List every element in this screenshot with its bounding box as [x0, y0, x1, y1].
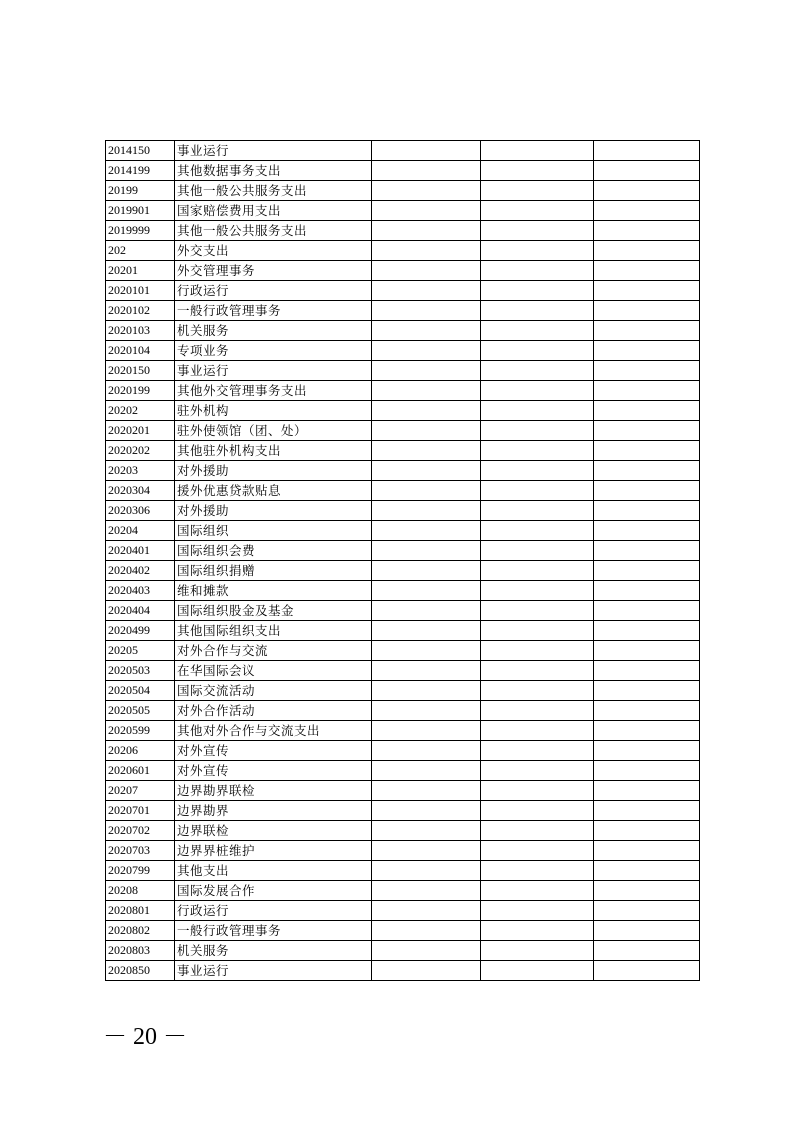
table-row — [106, 761, 700, 781]
subject-code-cell: 2020701 — [106, 801, 175, 821]
table-row — [106, 941, 700, 961]
subject-code-cell: 2020403 — [106, 581, 175, 601]
subject-name-cell: 机关服务 — [175, 321, 372, 341]
subject-code-cell: 2014199 — [106, 161, 175, 181]
amount-cell-3 — [594, 341, 700, 361]
amount-cell-3 — [594, 901, 700, 921]
subject-code-cell: 2020402 — [106, 561, 175, 581]
subject-code-cell: 2019901 — [106, 201, 175, 221]
table-row — [106, 241, 700, 261]
amount-cell-1 — [372, 861, 481, 881]
subject-name-cell: 国际组织 — [175, 521, 372, 541]
amount-cell-2 — [481, 761, 594, 781]
amount-cell-3 — [594, 661, 700, 681]
amount-cell-3 — [594, 721, 700, 741]
table-row — [106, 881, 700, 901]
amount-cell-1 — [372, 181, 481, 201]
subject-name-cell: 对外援助 — [175, 501, 372, 521]
amount-cell-1 — [372, 481, 481, 501]
amount-cell-1 — [372, 901, 481, 921]
page-number: － 20 － — [103, 1024, 187, 1050]
amount-cell-2 — [481, 581, 594, 601]
amount-cell-3 — [594, 881, 700, 901]
amount-cell-3 — [594, 401, 700, 421]
table-row — [106, 341, 700, 361]
subject-name-cell: 国际发展合作 — [175, 881, 372, 901]
subject-code-cell: 2020503 — [106, 661, 175, 681]
subject-code-cell: 20201 — [106, 261, 175, 281]
table-row — [106, 701, 700, 721]
table-row — [106, 441, 700, 461]
amount-cell-1 — [372, 761, 481, 781]
amount-cell-2 — [481, 361, 594, 381]
amount-cell-3 — [594, 261, 700, 281]
amount-cell-1 — [372, 681, 481, 701]
table-row — [106, 961, 700, 981]
subject-name-cell: 事业运行 — [175, 361, 372, 381]
amount-cell-3 — [594, 281, 700, 301]
subject-code-cell: 2020802 — [106, 921, 175, 941]
subject-code-cell: 2020799 — [106, 861, 175, 881]
amount-cell-1 — [372, 781, 481, 801]
amount-cell-2 — [481, 781, 594, 801]
amount-cell-2 — [481, 261, 594, 281]
table-row — [106, 641, 700, 661]
amount-cell-1 — [372, 621, 481, 641]
amount-cell-3 — [594, 241, 700, 261]
table-row — [106, 421, 700, 441]
amount-cell-1 — [372, 161, 481, 181]
subject-name-cell: 国际交流活动 — [175, 681, 372, 701]
subject-name-cell: 边界界桩维护 — [175, 841, 372, 861]
subject-code-cell: 2020304 — [106, 481, 175, 501]
subject-code-cell: 2014150 — [106, 141, 175, 161]
amount-cell-2 — [481, 421, 594, 441]
amount-cell-3 — [594, 421, 700, 441]
amount-cell-3 — [594, 521, 700, 541]
subject-code-cell: 2020401 — [106, 541, 175, 561]
amount-cell-2 — [481, 481, 594, 501]
table-row — [106, 181, 700, 201]
amount-cell-1 — [372, 401, 481, 421]
subject-name-cell: 驻外使领馆（团、处） — [175, 421, 372, 441]
table-row — [106, 261, 700, 281]
amount-cell-3 — [594, 581, 700, 601]
amount-cell-3 — [594, 301, 700, 321]
table-row — [106, 821, 700, 841]
table-row — [106, 361, 700, 381]
table-row — [106, 921, 700, 941]
amount-cell-1 — [372, 721, 481, 741]
subject-name-cell: 其他驻外机构支出 — [175, 441, 372, 461]
subject-code-cell: 2020702 — [106, 821, 175, 841]
subject-name-cell: 行政运行 — [175, 281, 372, 301]
amount-cell-1 — [372, 921, 481, 941]
amount-cell-1 — [372, 461, 481, 481]
subject-name-cell: 边界联检 — [175, 821, 372, 841]
amount-cell-3 — [594, 801, 700, 821]
amount-cell-1 — [372, 661, 481, 681]
subject-code-cell: 2020601 — [106, 761, 175, 781]
subject-name-cell: 专项业务 — [175, 341, 372, 361]
amount-cell-2 — [481, 921, 594, 941]
table-row — [106, 741, 700, 761]
subject-name-cell: 其他一般公共服务支出 — [175, 221, 372, 241]
amount-cell-3 — [594, 641, 700, 661]
budget-table — [105, 140, 700, 981]
amount-cell-2 — [481, 161, 594, 181]
amount-cell-3 — [594, 221, 700, 241]
table-row — [106, 301, 700, 321]
subject-name-cell: 国际组织股金及基金 — [175, 601, 372, 621]
amount-cell-1 — [372, 141, 481, 161]
amount-cell-2 — [481, 141, 594, 161]
amount-cell-2 — [481, 381, 594, 401]
amount-cell-2 — [481, 861, 594, 881]
amount-cell-1 — [372, 741, 481, 761]
amount-cell-2 — [481, 841, 594, 861]
subject-name-cell: 对外宣传 — [175, 741, 372, 761]
subject-code-cell: 20199 — [106, 181, 175, 201]
subject-name-cell: 外交支出 — [175, 241, 372, 261]
amount-cell-3 — [594, 941, 700, 961]
table-row — [106, 801, 700, 821]
amount-cell-2 — [481, 621, 594, 641]
subject-code-cell: 2020150 — [106, 361, 175, 381]
amount-cell-1 — [372, 521, 481, 541]
subject-code-cell: 20203 — [106, 461, 175, 481]
amount-cell-2 — [481, 221, 594, 241]
amount-cell-2 — [481, 801, 594, 821]
subject-name-cell: 对外宣传 — [175, 761, 372, 781]
subject-name-cell: 其他支出 — [175, 861, 372, 881]
amount-cell-2 — [481, 301, 594, 321]
amount-cell-3 — [594, 181, 700, 201]
table-row — [106, 601, 700, 621]
table-row — [106, 221, 700, 241]
amount-cell-3 — [594, 741, 700, 761]
table-row — [106, 321, 700, 341]
table-row — [106, 781, 700, 801]
amount-cell-2 — [481, 741, 594, 761]
amount-cell-1 — [372, 261, 481, 281]
subject-name-cell: 其他国际组织支出 — [175, 621, 372, 641]
subject-name-cell: 事业运行 — [175, 961, 372, 981]
subject-name-cell: 其他一般公共服务支出 — [175, 181, 372, 201]
subject-code-cell: 20208 — [106, 881, 175, 901]
table-row — [106, 901, 700, 921]
subject-name-cell: 事业运行 — [175, 141, 372, 161]
subject-code-cell: 2020499 — [106, 621, 175, 641]
amount-cell-3 — [594, 561, 700, 581]
table-row — [106, 661, 700, 681]
amount-cell-1 — [372, 581, 481, 601]
amount-cell-3 — [594, 381, 700, 401]
subject-code-cell: 20206 — [106, 741, 175, 761]
amount-cell-3 — [594, 861, 700, 881]
table-row — [106, 281, 700, 301]
amount-cell-1 — [372, 421, 481, 441]
amount-cell-2 — [481, 561, 594, 581]
subject-name-cell: 国际组织捐赠 — [175, 561, 372, 581]
amount-cell-2 — [481, 961, 594, 981]
amount-cell-1 — [372, 301, 481, 321]
subject-name-cell: 行政运行 — [175, 901, 372, 921]
subject-code-cell: 2020201 — [106, 421, 175, 441]
amount-cell-2 — [481, 241, 594, 261]
subject-code-cell: 2019999 — [106, 221, 175, 241]
subject-code-cell: 2020199 — [106, 381, 175, 401]
table-row — [106, 201, 700, 221]
amount-cell-3 — [594, 841, 700, 861]
subject-code-cell: 2020101 — [106, 281, 175, 301]
table-body — [106, 141, 700, 981]
table-row — [106, 861, 700, 881]
subject-name-cell: 外交管理事务 — [175, 261, 372, 281]
subject-code-cell: 2020202 — [106, 441, 175, 461]
amount-cell-3 — [594, 161, 700, 181]
amount-cell-2 — [481, 201, 594, 221]
subject-name-cell: 在华国际会议 — [175, 661, 372, 681]
amount-cell-2 — [481, 681, 594, 701]
table-row — [106, 141, 700, 161]
subject-name-cell: 国际组织会费 — [175, 541, 372, 561]
amount-cell-2 — [481, 821, 594, 841]
table-row — [106, 481, 700, 501]
table-row — [106, 401, 700, 421]
amount-cell-2 — [481, 941, 594, 961]
amount-cell-3 — [594, 781, 700, 801]
subject-name-cell: 其他对外合作与交流支出 — [175, 721, 372, 741]
subject-name-cell: 一般行政管理事务 — [175, 921, 372, 941]
table-row — [106, 621, 700, 641]
amount-cell-1 — [372, 841, 481, 861]
amount-cell-2 — [481, 321, 594, 341]
table-row — [106, 461, 700, 481]
amount-cell-1 — [372, 441, 481, 461]
subject-name-cell: 一般行政管理事务 — [175, 301, 372, 321]
amount-cell-2 — [481, 461, 594, 481]
amount-cell-1 — [372, 601, 481, 621]
amount-cell-3 — [594, 461, 700, 481]
amount-cell-3 — [594, 681, 700, 701]
amount-cell-1 — [372, 241, 481, 261]
amount-cell-1 — [372, 821, 481, 841]
amount-cell-1 — [372, 321, 481, 341]
amount-cell-3 — [594, 481, 700, 501]
subject-code-cell: 202 — [106, 241, 175, 261]
amount-cell-3 — [594, 701, 700, 721]
table-row — [106, 501, 700, 521]
amount-cell-2 — [481, 901, 594, 921]
subject-code-cell: 2020703 — [106, 841, 175, 861]
amount-cell-2 — [481, 521, 594, 541]
subject-code-cell: 2020306 — [106, 501, 175, 521]
amount-cell-3 — [594, 201, 700, 221]
amount-cell-3 — [594, 761, 700, 781]
amount-cell-3 — [594, 361, 700, 381]
amount-cell-2 — [481, 721, 594, 741]
amount-cell-2 — [481, 541, 594, 561]
amount-cell-1 — [372, 541, 481, 561]
subject-name-cell: 边界勘界联检 — [175, 781, 372, 801]
amount-cell-1 — [372, 641, 481, 661]
amount-cell-1 — [372, 221, 481, 241]
table-row — [106, 841, 700, 861]
amount-cell-3 — [594, 921, 700, 941]
subject-name-cell: 其他外交管理事务支出 — [175, 381, 372, 401]
amount-cell-3 — [594, 441, 700, 461]
amount-cell-2 — [481, 341, 594, 361]
amount-cell-1 — [372, 361, 481, 381]
table-row — [106, 721, 700, 741]
amount-cell-2 — [481, 501, 594, 521]
amount-cell-3 — [594, 141, 700, 161]
amount-cell-1 — [372, 701, 481, 721]
amount-cell-1 — [372, 961, 481, 981]
subject-code-cell: 2020504 — [106, 681, 175, 701]
subject-name-cell: 维和摊款 — [175, 581, 372, 601]
amount-cell-1 — [372, 341, 481, 361]
amount-cell-2 — [481, 601, 594, 621]
amount-cell-1 — [372, 561, 481, 581]
amount-cell-3 — [594, 321, 700, 341]
table-row — [106, 381, 700, 401]
amount-cell-1 — [372, 881, 481, 901]
subject-name-cell: 国家赔偿费用支出 — [175, 201, 372, 221]
amount-cell-1 — [372, 801, 481, 821]
subject-name-cell: 对外援助 — [175, 461, 372, 481]
amount-cell-2 — [481, 281, 594, 301]
subject-code-cell: 20202 — [106, 401, 175, 421]
subject-name-cell: 机关服务 — [175, 941, 372, 961]
amount-cell-2 — [481, 441, 594, 461]
subject-name-cell: 对外合作与交流 — [175, 641, 372, 661]
amount-cell-3 — [594, 621, 700, 641]
subject-code-cell: 2020103 — [106, 321, 175, 341]
subject-code-cell: 20207 — [106, 781, 175, 801]
amount-cell-3 — [594, 601, 700, 621]
subject-code-cell: 20205 — [106, 641, 175, 661]
subject-name-cell: 援外优惠贷款贴息 — [175, 481, 372, 501]
table-row — [106, 681, 700, 701]
amount-cell-3 — [594, 821, 700, 841]
table-row — [106, 521, 700, 541]
subject-code-cell: 2020599 — [106, 721, 175, 741]
amount-cell-2 — [481, 641, 594, 661]
amount-cell-1 — [372, 201, 481, 221]
amount-cell-2 — [481, 661, 594, 681]
subject-name-cell: 其他数据事务支出 — [175, 161, 372, 181]
subject-code-cell: 20204 — [106, 521, 175, 541]
amount-cell-3 — [594, 961, 700, 981]
table-row — [106, 561, 700, 581]
subject-name-cell: 对外合作活动 — [175, 701, 372, 721]
subject-code-cell: 2020801 — [106, 901, 175, 921]
subject-code-cell: 2020850 — [106, 961, 175, 981]
table-row — [106, 581, 700, 601]
subject-code-cell: 2020102 — [106, 301, 175, 321]
subject-code-cell: 2020104 — [106, 341, 175, 361]
amount-cell-2 — [481, 401, 594, 421]
amount-cell-3 — [594, 541, 700, 561]
amount-cell-1 — [372, 941, 481, 961]
subject-name-cell: 驻外机构 — [175, 401, 372, 421]
subject-name-cell: 边界勘界 — [175, 801, 372, 821]
amount-cell-1 — [372, 381, 481, 401]
amount-cell-2 — [481, 701, 594, 721]
amount-cell-1 — [372, 281, 481, 301]
subject-code-cell: 2020404 — [106, 601, 175, 621]
amount-cell-1 — [372, 501, 481, 521]
amount-cell-2 — [481, 881, 594, 901]
amount-cell-2 — [481, 181, 594, 201]
subject-code-cell: 2020505 — [106, 701, 175, 721]
amount-cell-3 — [594, 501, 700, 521]
table-row — [106, 161, 700, 181]
table-row — [106, 541, 700, 561]
subject-code-cell: 2020803 — [106, 941, 175, 961]
